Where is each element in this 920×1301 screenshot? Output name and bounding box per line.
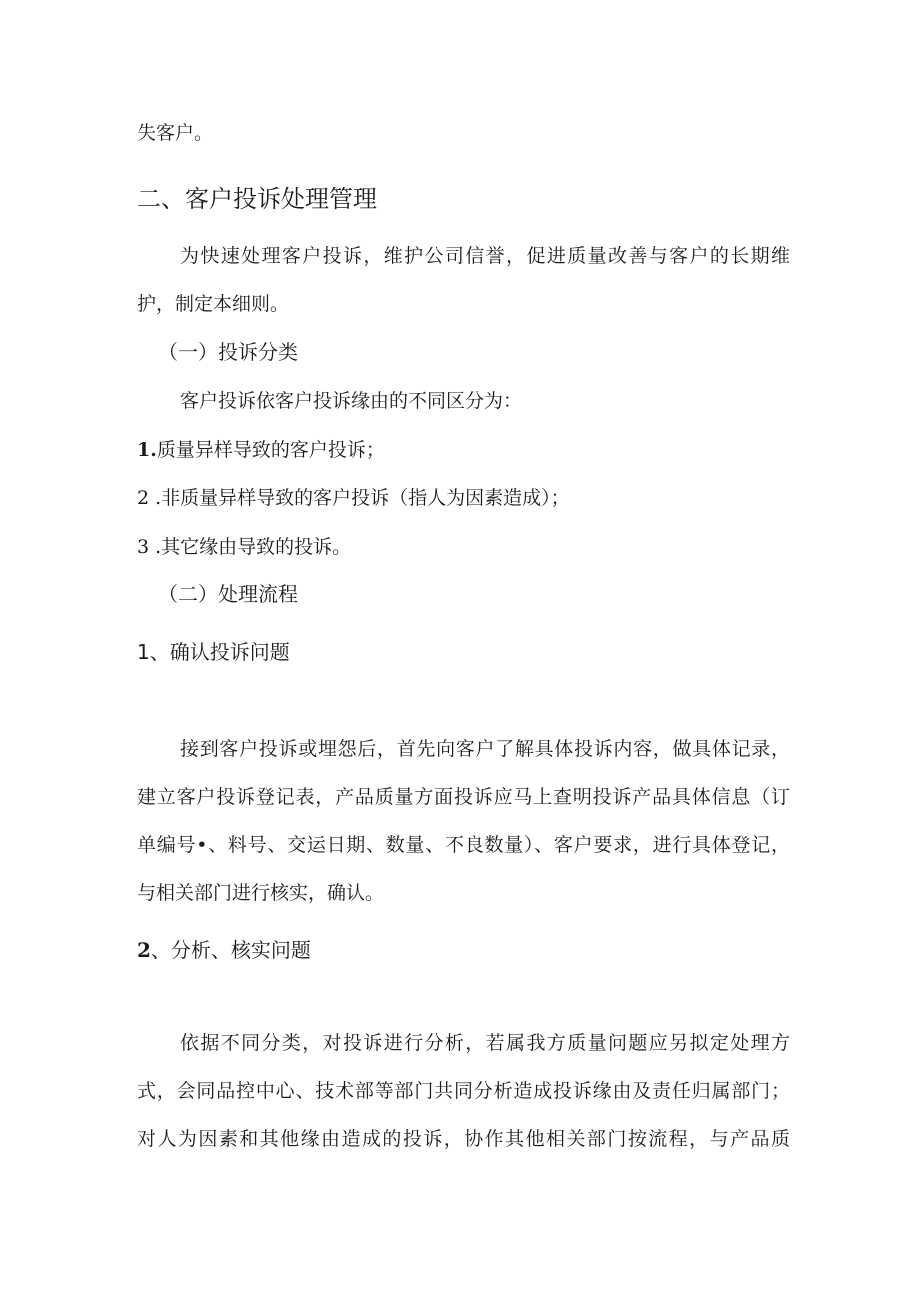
step1-line-4: 与相关部门进行核实，确认。 [137, 882, 385, 904]
subsection-heading-process: （二）处理流程 [158, 582, 298, 606]
list-item [137, 437, 385, 463]
intro-line-2: 护，制定本细则。 [137, 293, 290, 315]
list-text: 质量异样导致的客户投诉； [156, 439, 385, 461]
classification-intro: 客户投诉依客户投诉缘由的不同区分为： [180, 390, 523, 412]
list-item [137, 534, 351, 560]
step2-line-1: 依据不同分类，对投诉进行分析，若属我方质量问题应另拟定处理方 [180, 1032, 790, 1054]
list-number: 1. [137, 439, 157, 461]
list-number: 3 [137, 536, 150, 558]
step-number: 2 [137, 938, 151, 962]
list-text: .其它缘由导致的投诉。 [149, 536, 352, 558]
intro-line-1: 为快速处理客户投诉，维护公司信誉，促进质量改善与客户的长期维 [180, 245, 790, 267]
step2-line-2: 式，会同品控中心、技术部等部门共同分析造成投诉缘由及责任归属部门； [137, 1080, 790, 1102]
list-text: .非质量异样导致的客户投诉（指人为因素造成）； [149, 487, 570, 509]
section-heading: 二、客户投诉处理管理 [137, 185, 377, 213]
step2-line-3: 对人为因素和其他缘由造成的投诉，协作其他相关部门按流程，与产品质 [137, 1128, 790, 1150]
step1-line-2: 建立客户投诉登记表，产品质量方面投诉应马上查明投诉产品具体信息（订 [137, 786, 790, 808]
paragraph-tail: 失客户。 [137, 122, 214, 144]
step-title-text: 、分析、核实问题 [150, 938, 311, 962]
step1-line-3: 单编号•、料号、交运日期、数量、不良数量）、客户要求，进行具体登记， [137, 834, 790, 856]
list-item [137, 485, 570, 511]
list-number: 2 [137, 487, 150, 509]
subsection-heading-classification: （一）投诉分类 [158, 340, 298, 364]
step1-line-1: 接到客户投诉或埋怨后，首先向客户了解具体投诉内容，做具体记录， [180, 738, 790, 760]
step-heading-analyze [137, 936, 311, 964]
step-heading-confirm: 1、确认投诉问题 [137, 640, 290, 664]
